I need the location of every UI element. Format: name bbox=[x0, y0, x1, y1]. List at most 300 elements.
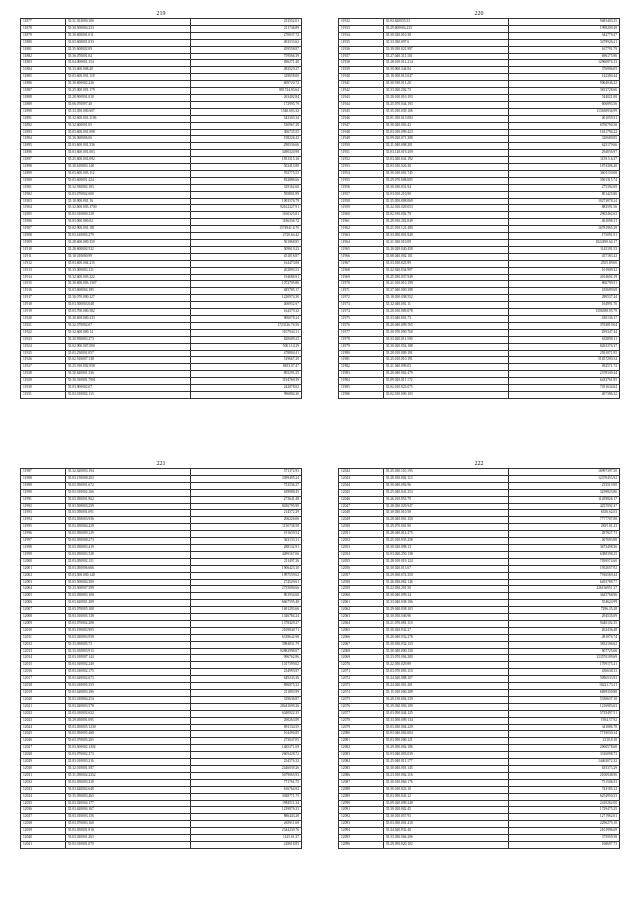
table-row bbox=[21, 600, 302, 607]
cadastral-number: 35.03.020001.263 bbox=[65, 835, 190, 842]
value-cell: 191659.54 bbox=[190, 531, 301, 538]
value-cell: 202893.53 bbox=[190, 267, 301, 274]
table-row bbox=[21, 385, 302, 392]
value-cell: 625179.66 bbox=[508, 143, 619, 150]
row-number: 11958 bbox=[339, 198, 384, 205]
table-row bbox=[339, 696, 620, 703]
table-row bbox=[339, 177, 620, 184]
cadastral-number: 35.23.070.004.280 bbox=[383, 655, 508, 662]
cadastral-number: 35.03.040.002.004 bbox=[383, 731, 508, 738]
table-row bbox=[339, 717, 620, 724]
table-row bbox=[339, 531, 620, 538]
value-cell: 142394.44 bbox=[508, 74, 619, 81]
value-cell: 288132.91 bbox=[190, 544, 301, 551]
row-number: 12044 bbox=[339, 482, 384, 489]
row-number: 11993 bbox=[21, 510, 66, 517]
value-cell: 7777707.08 bbox=[508, 517, 619, 524]
table-row bbox=[21, 101, 302, 108]
table-row bbox=[339, 475, 620, 482]
row-number: 12053 bbox=[339, 544, 384, 551]
cadastral-number: 35.02.010.023.075 bbox=[383, 385, 508, 392]
row-number: 11942 bbox=[339, 88, 384, 95]
table-row bbox=[21, 157, 302, 164]
table-row bbox=[21, 786, 302, 793]
value-cell: 7296.35.28 bbox=[508, 607, 619, 614]
value-cell: 1574941.6.70 bbox=[190, 226, 301, 233]
table-row bbox=[21, 745, 302, 752]
row-number: 11924 bbox=[21, 343, 66, 350]
cadastral-number: 35.25.030.037.949 bbox=[383, 274, 508, 281]
data-table bbox=[20, 468, 302, 849]
row-number: 12071 bbox=[339, 669, 384, 676]
cadastral-number: 35.20.040.032.278 bbox=[383, 634, 508, 641]
table-row bbox=[339, 32, 620, 39]
table-row bbox=[339, 489, 620, 496]
row-number: 11932 bbox=[339, 19, 384, 26]
cadastral-number: 35.32.040.001.11 bbox=[383, 302, 508, 309]
table-row bbox=[339, 60, 620, 67]
value-cell: 329658.00 bbox=[190, 74, 301, 81]
table-row bbox=[339, 793, 620, 800]
table-row bbox=[21, 274, 302, 281]
value-cell: 211746.89 bbox=[190, 25, 301, 32]
cadastral-number: 35.03.050006.666 bbox=[65, 565, 190, 572]
table-row bbox=[339, 690, 620, 697]
value-cell: 104496.85 bbox=[190, 731, 301, 738]
cadastral-number: 35.03.500003.259 bbox=[65, 503, 190, 510]
row-number: 11928 bbox=[21, 371, 66, 378]
value-cell: 3399495.24 bbox=[190, 475, 301, 482]
cadastral-number: 35.22.050.029.89 bbox=[383, 662, 508, 669]
value-cell: 501868.85 bbox=[190, 240, 301, 247]
row-number: 12003 bbox=[21, 579, 66, 586]
value-cell: 459558.87 bbox=[190, 46, 301, 53]
row-number: 11906 bbox=[21, 219, 66, 226]
row-number: 12016 bbox=[21, 669, 66, 676]
row-number: 11890 bbox=[21, 108, 66, 115]
table-row bbox=[339, 46, 620, 53]
value-cell: 1984511.34 bbox=[190, 800, 301, 807]
cadastral-number: 35.30.020.010.38 bbox=[383, 32, 508, 39]
row-number: 12095 bbox=[339, 835, 384, 842]
cadastral-number: 35.03.050008.273 bbox=[65, 538, 190, 545]
table-row bbox=[21, 212, 302, 219]
row-number: 12049 bbox=[339, 517, 384, 524]
row-number: 11913 bbox=[21, 267, 66, 274]
value-cell: 211893.99 bbox=[190, 690, 301, 697]
value-cell: 3832106.62 bbox=[508, 641, 619, 648]
table-row bbox=[339, 641, 620, 648]
table-row bbox=[339, 385, 620, 392]
row-number: 11980 bbox=[339, 350, 384, 357]
value-cell: 12960874.13 bbox=[508, 60, 619, 67]
value-cell: 7719030.34 bbox=[508, 731, 619, 738]
value-cell: 696175.96 bbox=[508, 53, 619, 60]
row-number: 11991 bbox=[21, 496, 66, 503]
table-row bbox=[339, 503, 620, 510]
row-number: 12008 bbox=[21, 614, 66, 621]
row-number: 12081 bbox=[339, 738, 384, 745]
value-cell: 1729475.35 bbox=[508, 807, 619, 814]
cadastral-number: 35.25.910.002.958 bbox=[65, 364, 190, 371]
table-row bbox=[21, 267, 302, 274]
table-row bbox=[339, 391, 620, 398]
value-cell: 2735690.66 bbox=[190, 586, 301, 593]
value-cell: 363133.31 bbox=[190, 538, 301, 545]
row-number: 11881 bbox=[21, 46, 66, 53]
value-cell: 309619.23 bbox=[190, 246, 301, 253]
row-number: 11953 bbox=[339, 164, 384, 171]
value-cell: 1216983.63 bbox=[508, 703, 619, 710]
value-cell: 885591.56 bbox=[508, 205, 619, 212]
row-number: 12040 bbox=[21, 835, 66, 842]
value-cell: 3763819.04 bbox=[508, 322, 619, 329]
value-cell: 6318642.98 bbox=[190, 634, 301, 641]
row-number: 12054 bbox=[339, 551, 384, 558]
table-row bbox=[339, 593, 620, 600]
value-cell: 478804.41 bbox=[190, 350, 301, 357]
page-number: 220 bbox=[474, 11, 484, 17]
table-row bbox=[21, 669, 302, 676]
table-row bbox=[21, 122, 302, 129]
cadastral-number: 35.21.010.010.199 bbox=[383, 281, 508, 288]
value-cell: 554624.99 bbox=[508, 600, 619, 607]
cadastral-number: 35.20.020.040.458 bbox=[383, 246, 508, 253]
row-number: 11897 bbox=[21, 157, 66, 164]
cadastral-number: 35.03.600001.033 bbox=[65, 39, 190, 46]
row-number: 11915 bbox=[21, 281, 66, 288]
cadastral-number: 35.20.150.004.239 bbox=[383, 696, 508, 703]
value-cell: 906078.24 bbox=[190, 315, 301, 322]
row-number: 11909 bbox=[21, 240, 66, 247]
cadastral-number: 35.30.020.098.13 bbox=[383, 544, 508, 551]
row-number: 11894 bbox=[21, 136, 66, 143]
table-row bbox=[21, 357, 302, 364]
table-row bbox=[339, 74, 620, 81]
value-cell: 502413.88 bbox=[190, 164, 301, 171]
value-cell: 3984831.79 bbox=[190, 641, 301, 648]
value-cell: 401059.51 bbox=[508, 115, 619, 122]
table-row bbox=[339, 253, 620, 260]
row-number: 11917 bbox=[21, 295, 66, 302]
cadastral-number: 35.30.020.002.45 bbox=[383, 807, 508, 814]
cadastral-number: 35.31.050002.2252 bbox=[65, 772, 190, 779]
value-cell: 9064046.22 bbox=[508, 81, 619, 88]
value-cell: 753536.27 bbox=[190, 482, 301, 489]
row-number: 11879 bbox=[21, 32, 66, 39]
table-row bbox=[21, 765, 302, 772]
data-table bbox=[338, 18, 620, 399]
cadastral-number: 35.03.010001.070 bbox=[65, 841, 190, 848]
row-number: 11908 bbox=[21, 233, 66, 240]
value-cell: 483529.27 bbox=[190, 67, 301, 74]
value-cell: 2310.8.18 bbox=[508, 738, 619, 745]
table-row bbox=[339, 274, 620, 281]
row-number: 12035 bbox=[21, 800, 66, 807]
table-row bbox=[339, 544, 620, 551]
row-number: 11907 bbox=[21, 226, 66, 233]
data-table bbox=[20, 18, 302, 399]
table-row bbox=[21, 25, 302, 32]
table-row bbox=[339, 288, 620, 295]
cadastral-number: 35.20.010.009.078 bbox=[383, 309, 508, 316]
row-number: 11985 bbox=[339, 385, 384, 392]
cadastral-number: 35.10.010000.99 bbox=[65, 253, 190, 260]
row-number: 11949 bbox=[339, 136, 384, 143]
value-cell: 3259823.86 bbox=[508, 489, 619, 496]
row-number: 11945 bbox=[339, 108, 384, 115]
row-number: 12093 bbox=[339, 821, 384, 828]
value-cell: 1485371.69 bbox=[190, 745, 301, 752]
table-row bbox=[339, 517, 620, 524]
table-row bbox=[339, 129, 620, 136]
cadastral-number: 35.33.000003.121 bbox=[65, 267, 190, 274]
row-number: 12058 bbox=[339, 579, 384, 586]
table-row bbox=[21, 281, 302, 288]
table-row bbox=[339, 94, 620, 101]
value-cell: 649243.36 bbox=[190, 676, 301, 683]
cadastral-number: 35.03.050001.672 bbox=[65, 482, 190, 489]
value-cell: 14463072.32 bbox=[508, 759, 619, 766]
cadastral-number: 35.33.040.038.106 bbox=[383, 600, 508, 607]
row-number: 12094 bbox=[339, 828, 384, 835]
value-cell: 530967.28 bbox=[190, 122, 301, 129]
row-number: 11916 bbox=[21, 288, 66, 295]
value-cell: 3316098.73 bbox=[508, 752, 619, 759]
row-number: 12077 bbox=[339, 710, 384, 717]
value-cell: 295347.44 bbox=[508, 329, 619, 336]
row-number: 12066 bbox=[339, 634, 384, 641]
table-row bbox=[21, 821, 302, 828]
row-number: 11911 bbox=[21, 253, 66, 260]
value-cell: 1903576.79 bbox=[190, 198, 301, 205]
table-row bbox=[21, 246, 302, 253]
cadastral-number: 35.33.010.025.99 bbox=[383, 260, 508, 267]
table-row bbox=[339, 205, 620, 212]
value-cell: 1159.5.6.37 bbox=[508, 157, 619, 164]
row-number: 12011 bbox=[21, 634, 66, 641]
cadastral-number: 35.03.010002.175 bbox=[65, 669, 190, 676]
table-row bbox=[339, 191, 620, 198]
cadastral-number: 35.03.600.001.118 bbox=[65, 74, 190, 81]
table-row bbox=[339, 772, 620, 779]
row-number: 12084 bbox=[339, 759, 384, 766]
row-number: 12023 bbox=[21, 717, 66, 724]
row-number: 11960 bbox=[339, 212, 384, 219]
row-number: 12074 bbox=[339, 690, 384, 697]
row-number: 12090 bbox=[339, 800, 384, 807]
table-row bbox=[21, 496, 302, 503]
value-cell: 16997397.50 bbox=[508, 469, 619, 476]
cadastral-number: 35.27.040.000.398 bbox=[383, 288, 508, 295]
table-row bbox=[339, 841, 620, 848]
page-221 bbox=[20, 460, 302, 849]
value-cell: 886443.28 bbox=[190, 814, 301, 821]
value-cell: 1160325.81 bbox=[190, 212, 301, 219]
table-row bbox=[339, 524, 620, 531]
cadastral-number: 35.32.600.003.322 bbox=[65, 274, 190, 281]
value-cell: 1952657.92 bbox=[508, 565, 619, 572]
table-row bbox=[21, 524, 302, 531]
cadastral-number: 35.03.610005.279 bbox=[65, 233, 190, 240]
row-number: 11904 bbox=[21, 205, 66, 212]
cadastral-number: 35.20.040.009.765 bbox=[383, 322, 508, 329]
value-cell: 1150738.58 bbox=[190, 524, 301, 531]
table-row bbox=[339, 752, 620, 759]
table-row bbox=[339, 620, 620, 627]
table-row bbox=[21, 738, 302, 745]
cadastral-number: 35.03.050005.468 bbox=[65, 731, 190, 738]
row-number: 11979 bbox=[339, 343, 384, 350]
table-row bbox=[21, 703, 302, 710]
row-number: 12004 bbox=[21, 586, 66, 593]
cadastral-number: 35.28.600002.532 bbox=[65, 246, 190, 253]
value-cell: 430136.17 bbox=[508, 315, 619, 322]
table-row bbox=[339, 343, 620, 350]
row-number: 12041 bbox=[21, 841, 66, 848]
row-number: 12032 bbox=[21, 779, 66, 786]
cadastral-number: 35.03.050005.1230 bbox=[65, 724, 190, 731]
value-cell: 6455789.77 bbox=[508, 579, 619, 586]
table-row bbox=[21, 343, 302, 350]
cadastral-number: 35.30.010.001.745 bbox=[383, 170, 508, 177]
row-number: 12083 bbox=[339, 752, 384, 759]
row-number: 11964 bbox=[339, 240, 384, 247]
table-row bbox=[21, 779, 302, 786]
cadastral-number: 35.03.620003.196 bbox=[65, 690, 190, 697]
cadastral-number: 35.03.010000.128 bbox=[65, 212, 190, 219]
row-number: 11986 bbox=[339, 391, 384, 398]
cadastral-number: 35.30.010.066.176 bbox=[383, 779, 508, 786]
cadastral-number: 35.10.900.001.16 bbox=[65, 198, 190, 205]
value-cell: 2446039.26 bbox=[190, 765, 301, 772]
cadastral-number: 35.22.020.034.997 bbox=[383, 267, 508, 274]
row-number: 11931 bbox=[21, 391, 66, 398]
table-row bbox=[21, 143, 302, 150]
value-cell: 9483403.35 bbox=[508, 19, 619, 26]
table-row bbox=[339, 558, 620, 565]
value-cell: 164379.32 bbox=[190, 309, 301, 316]
table-row bbox=[339, 469, 620, 476]
value-cell: 1145191.53 bbox=[508, 246, 619, 253]
value-cell: 2591071.95 bbox=[508, 350, 619, 357]
value-cell: 172995.79 bbox=[190, 101, 301, 108]
cadastral-number: 35.30.060.344.84 bbox=[383, 67, 508, 74]
cadastral-number: 35.03.620001.289 bbox=[65, 600, 190, 607]
cadastral-number: 35.03.010005.138 bbox=[65, 614, 190, 621]
row-number: 12001 bbox=[21, 565, 66, 572]
value-cell: 996762.86 bbox=[190, 655, 301, 662]
cadastral-number: 35.03.900002.67 bbox=[65, 385, 190, 392]
table-row bbox=[21, 336, 302, 343]
cadastral-number: 35.15.010.000.208 bbox=[383, 690, 508, 697]
cadastral-number: 35.03.600.001.063 bbox=[65, 150, 190, 157]
value-cell: 306735.55 bbox=[190, 129, 301, 136]
row-number: 12007 bbox=[21, 607, 66, 614]
table-row bbox=[21, 752, 302, 759]
row-number: 11887 bbox=[21, 88, 66, 95]
cadastral-number: 35.03.620035.53 bbox=[383, 19, 508, 26]
row-number: 11939 bbox=[339, 67, 384, 74]
value-cell: 8456795.90 bbox=[190, 503, 301, 510]
row-number: 11981 bbox=[339, 357, 384, 364]
table-row bbox=[339, 164, 620, 171]
cadastral-number: 35.03.050.000.121 bbox=[383, 738, 508, 745]
row-number: 12073 bbox=[339, 683, 384, 690]
table-row bbox=[339, 371, 620, 378]
table-row bbox=[21, 544, 302, 551]
table-row bbox=[339, 315, 620, 322]
page-220 bbox=[338, 10, 620, 399]
table-row bbox=[339, 329, 620, 336]
cadastral-number: 35.03.010004.254 bbox=[65, 696, 190, 703]
table-row bbox=[339, 88, 620, 95]
row-number: 11962 bbox=[339, 226, 384, 233]
cadastral-number: 35.30.040.099.34 bbox=[383, 593, 508, 600]
value-cell: 287827.73 bbox=[508, 531, 619, 538]
value-cell: 3813728.66 bbox=[508, 88, 619, 95]
cadastral-number: 35.32.930002.183 bbox=[65, 184, 190, 191]
cadastral-number: 35.30.040.092.96 bbox=[383, 482, 508, 489]
value-cell: 3601150.06 bbox=[508, 170, 619, 177]
value-cell: 101909.32 bbox=[508, 267, 619, 274]
cadastral-number: 35.28.030.002.113 bbox=[383, 475, 508, 482]
value-cell: 751506.53 bbox=[508, 779, 619, 786]
table-row bbox=[339, 25, 620, 32]
row-number: 11973 bbox=[339, 302, 384, 309]
row-number: 12020 bbox=[21, 696, 66, 703]
table-row bbox=[339, 115, 620, 122]
value-cell: 211497.26 bbox=[190, 558, 301, 565]
value-cell: 7039574.60 bbox=[508, 558, 619, 565]
row-number: 12072 bbox=[339, 676, 384, 683]
value-cell: 1072705.86 bbox=[190, 281, 301, 288]
value-cell: 8493.07.47 bbox=[190, 364, 301, 371]
row-number: 12087 bbox=[339, 779, 384, 786]
cadastral-number: 35.36.060006.06 bbox=[65, 136, 190, 143]
row-number: 11988 bbox=[21, 475, 66, 482]
cadastral-number: 35.30.500004.233 bbox=[65, 25, 190, 32]
cadastral-number: 35.29.070.001.90 bbox=[383, 524, 508, 531]
table-row bbox=[339, 579, 620, 586]
table-row bbox=[339, 779, 620, 786]
cadastral-number: 35.03.070003.160 bbox=[65, 821, 190, 828]
cadastral-number: 35.03.600.003.112 bbox=[65, 170, 190, 177]
value-cell: 198226.43 bbox=[190, 136, 301, 143]
cadastral-number: 35.28.030.029.947 bbox=[383, 503, 508, 510]
cadastral-number: 35.03.070002.273 bbox=[65, 752, 190, 759]
table-row bbox=[339, 378, 620, 385]
cadastral-number: 35.25.030.110.193 bbox=[383, 469, 508, 476]
cadastral-number: 35.35.600002.09 bbox=[65, 46, 190, 53]
row-number: 12064 bbox=[339, 620, 384, 627]
cadastral-number: 35.32.600001.05 bbox=[65, 122, 190, 129]
row-number: 12009 bbox=[21, 620, 66, 627]
value-cell: 606893.56 bbox=[508, 101, 619, 108]
row-number: 12036 bbox=[21, 807, 66, 814]
value-cell: 233519.90 bbox=[508, 482, 619, 489]
cadastral-number: 35.03.010003.156 bbox=[65, 814, 190, 821]
table-row bbox=[21, 614, 302, 621]
cadastral-number: 35.30.020.003.43 bbox=[383, 122, 508, 129]
page-219 bbox=[20, 10, 302, 399]
table-row bbox=[339, 219, 620, 226]
table-row bbox=[339, 260, 620, 267]
table-row bbox=[21, 364, 302, 371]
cadastral-number: 35.30.030.032.133 bbox=[383, 641, 508, 648]
value-cell: 1540.003.32 bbox=[190, 108, 301, 115]
cadastral-number: 35.35.050.008.069 bbox=[383, 198, 508, 205]
